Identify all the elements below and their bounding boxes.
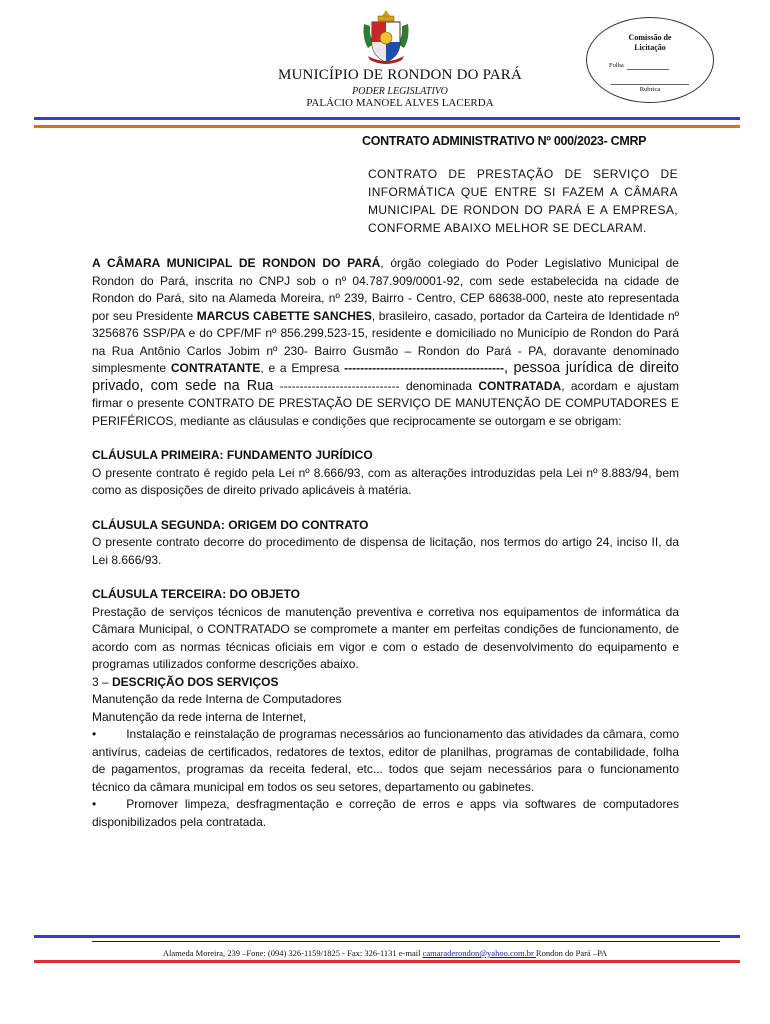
clause-2-title: CLÁUSULA SEGUNDA: ORIGEM DO CONTRATO: [92, 517, 369, 532]
palace-name: PALÁCIO MANOEL ALVES LACERDA: [306, 97, 494, 109]
footer-city: Rondon do Pará –PA: [535, 948, 608, 958]
footer-email-link[interactable]: camaraderondon@yahoo.com.br: [422, 948, 536, 958]
branch-name: PODER LEGISLATIVO: [352, 86, 448, 97]
stamp-folha: Folha: [609, 62, 624, 69]
header-divider-blue: [34, 117, 740, 120]
services-line-1: Manutenção da rede Interna de Computadores: [92, 692, 342, 706]
contract-summary: CONTRATO DE PRESTAÇÃO DE SERVIÇO DE INFORMÁTICA QUE ENTRE SI FAZEM A CÂMARA MUNICIPAL DE RONDON DO PARÁ E A EMPRESA, CONFORME ABAIXO MELHOR SE DECLARAM.: [368, 167, 678, 235]
services-heading: [92, 674, 679, 692]
services-title: DESCRIÇÃO DOS SERVIÇOS: [112, 674, 279, 689]
stamp-rubrica-line: [611, 84, 689, 85]
footer-divider-blue: [34, 935, 740, 938]
stamp-line1: Comissão de: [628, 33, 672, 42]
bullet-icon: •: [92, 727, 97, 741]
contratada-label: CONTRATADA: [478, 378, 562, 393]
clause-3-text: Prestação de serviços técnicos de manutenção preventiva e corretiva nos equipamentos de informática da Câmara Municipal, o CONTRATADO se compromete a manter em perfeitas condições de funcionamento, de acordo com as normas técnicas oficiais em vigor e com o estado de desenvolvimento do equipamento e programas utilizados conforme descrições abaixo.: [92, 604, 679, 671]
party-contratante-name: A CÂMARA MUNICIPAL DE RONDON DO PARÁ: [92, 256, 381, 270]
preamble-text-2: , brasileiro, casado, portador da Carteira de Identidade nº 3256876 SSP/PA e do CPF/MF nº 856.299.523-15, residente e domiciliado no Município de Rondon do Pará na Rua Antônio Carlos Jobim nº 230- Bairro Gusmão – Rondon do Pará - PA, doravante denominado simplesmente: [92, 308, 679, 375]
rua-blank: ------------------------------: [273, 378, 406, 393]
services-bullet-2-text: Promover limpeza, desfragmentação e correção de erros e apps via softwares de computadores disponibilizados pela contratada.: [92, 797, 679, 829]
services-bullet-1-text: Instalação e reinstalação de programas necessários ao funcionamento das atividades da câmara, como antivírus, cadeias de certificados, redatores de textos, editor de planilhas, programas de contabilidade, folha de pagamentos, programas da receita federal, etc... todos que sejam necessários para o funcionamento técnico da câmara municipal em todos os seu setores, departamento ou gabinetes.: [92, 727, 679, 794]
municipal-crest-icon: [360, 8, 412, 68]
preamble-text-3: , e a Empresa: [260, 361, 345, 375]
clause-1-title: CLÁUSULA PRIMEIRA: FUNDAMENTO JURÍDICO: [92, 448, 373, 462]
clause-2-text: O presente contrato decorre do procedimento de dispensa de licitação, nos termos do artigo 24, inciso II, da Lei 8.666/93.: [92, 535, 679, 567]
clause-1-text: O presente contrato é regido pela Lei nº 8.666/93, com as alterações introduzidas pela Lei nº 8.883/94, bem como as disposições de direito privado aplicáveis à matéria.: [92, 465, 679, 497]
municipality-name: MUNICÍPIO DE RONDON DO PARÁ: [277, 67, 523, 83]
preamble-paragraph: [92, 255, 679, 430]
services-prefix: 3 –: [92, 674, 113, 689]
bullet-icon: •: [92, 797, 97, 811]
header-divider-orange: [34, 125, 740, 128]
empresa-blank: ----------------------------------------: [344, 361, 504, 375]
preamble-text-5: denominada: [405, 378, 479, 393]
stamp-folha-line: [627, 69, 669, 70]
president-name: MARCUS CABETTE SANCHES: [196, 308, 372, 323]
contract-title: CONTRATO ADMINISTRATIVO Nº 000/2023- CMRP: [362, 134, 647, 148]
contract-body: [92, 255, 679, 831]
stamp-line2: Licitação: [634, 43, 666, 52]
footer-address: [60, 948, 710, 958]
footer-rule: [92, 941, 720, 942]
clause-3-title: CLÁUSULA TERCEIRA: DO OBJETO: [92, 587, 301, 601]
preamble-text-4: , pessoa jurídica de direito privado, com sede na Rua: [92, 360, 679, 394]
services-bullet-2: [92, 796, 679, 831]
licitacao-stamp: [586, 17, 714, 103]
services-bullet-1: [92, 726, 679, 796]
stamp-rubrica: Rubrica: [639, 86, 661, 93]
footer-divider-red: [34, 960, 740, 963]
preamble-text-1: , órgão colegiado do Poder Legislativo Municipal de Rondon do Pará, inscrita no CNPJ sob o nº 04.787.909/0001-92, com sede estabelecida na cidade de Rondon do Pará, sito na Alameda Moreira, nº 239, Bairro - Centro, CEP 68638-000, neste ato representada por seu Presidente: [92, 256, 679, 323]
services-line-2: Manutenção da rede interna de Internet,: [92, 709, 307, 724]
contratante-label: CONTRATANTE: [170, 361, 261, 375]
preamble-text-6: , acordam e ajustam firmar o presente CONTRATO DE PRESTAÇÃO DE SERVIÇO DE MANUTENÇÃO DE COMPUTADORES E PERIFÉRICOS, mediante as cláusulas e condições que reciprocamente se outorgam e se obrigam:: [92, 378, 679, 428]
footer-address-text: Alameda Moreira, 239 –Fone: (094) 326-1159/1825 - Fax: 326-1131 e-mail: [162, 948, 423, 958]
